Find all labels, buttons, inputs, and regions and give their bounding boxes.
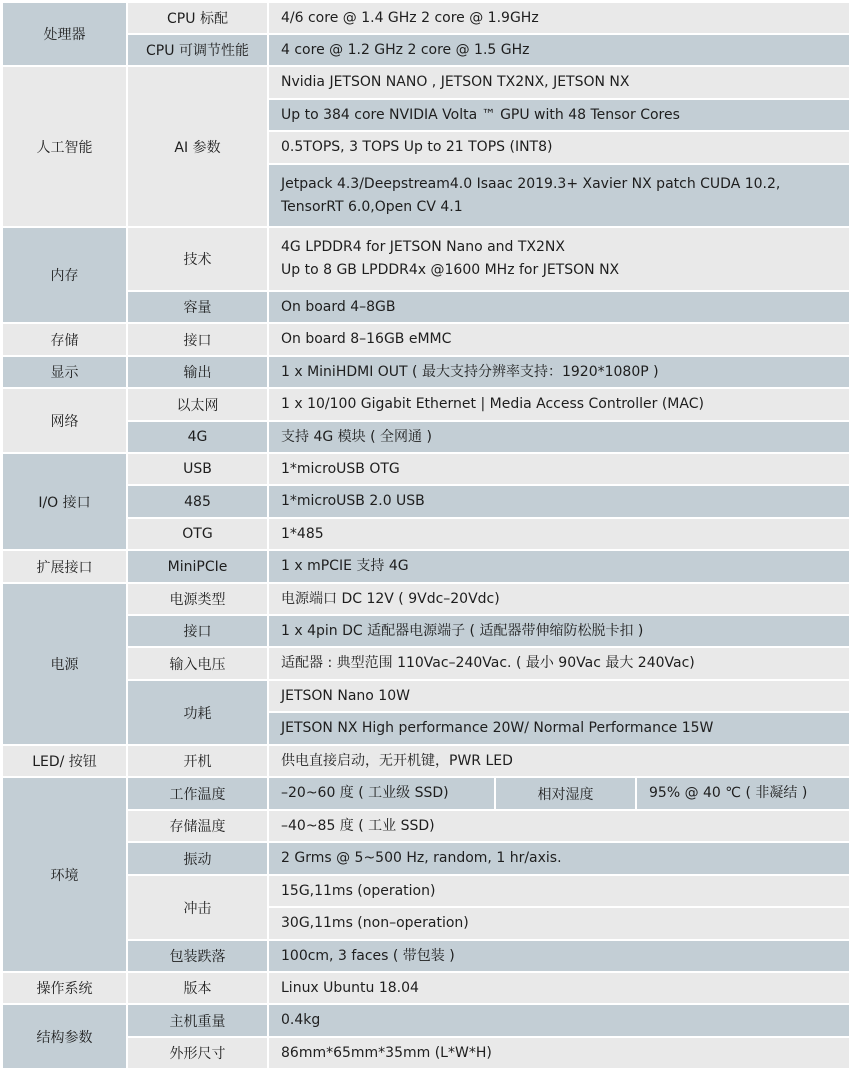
category-display: 显示 [2, 356, 127, 388]
value-line: Up to 8 GB LPDDR4x @1600 MHz for JETSON NX [281, 262, 620, 278]
row-label: 接口 [127, 615, 268, 647]
row-value: 供电直接启动，无开机键，PWR LED [268, 745, 850, 777]
row-label: 开机 [127, 745, 268, 777]
row-value: JETSON NX High performance 20W/ Normal Performance 15W [268, 712, 850, 745]
spec-table [1, 1, 850, 1070]
category-expansion: 扩展接口 [2, 550, 127, 583]
row-value: 1*microUSB 2.0 USB [268, 485, 850, 518]
row-label: OTG [127, 518, 268, 550]
row-label: 主机重量 [127, 1004, 268, 1037]
row-value: 4/6 core @ 1.4 GHz 2 core @ 1.9GHz [268, 2, 850, 34]
category-network: 网络 [2, 388, 127, 453]
row-value [268, 164, 850, 227]
value-line: Jetpack 4.3/Deepstream4.0 Isaac 2019.3+ Xavier NX patch CUDA 10.2, [281, 175, 781, 192]
row-value: 1 x MiniHDMI OUT ( 最大支持分辨率支持：1920*1080P ) [268, 356, 850, 388]
row-label: 功耗 [127, 680, 268, 745]
row-value: 1 x 4pin DC 适配器电源端子 ( 适配器带伸缩防松脱卡扣 ) [268, 615, 850, 647]
row-value: 1 x mPCIE 支持 4G [268, 550, 850, 583]
row-value: –40~85 度 ( 工业 SSD) [268, 810, 850, 842]
row-label: 存储温度 [127, 810, 268, 842]
row-label: 电源类型 [127, 583, 268, 615]
value-line: TensorRT 6.0,Open CV 4.1 [281, 198, 463, 215]
row-value: 0.4kg [268, 1004, 850, 1037]
row-label: 输入电压 [127, 647, 268, 680]
row-label: MiniPCIe [127, 550, 268, 583]
row-value: 1 x 10/100 Gigabit Ethernet | Media Access Controller (MAC) [268, 388, 850, 421]
category-os: 操作系统 [2, 972, 127, 1004]
category-memory: 内存 [2, 227, 127, 323]
row-label: 振动 [127, 842, 268, 875]
category-processor: 处理器 [2, 2, 127, 66]
row-label: 容量 [127, 291, 268, 323]
row-label: CPU 标配 [127, 2, 268, 34]
row-value: On board 4–8GB [268, 291, 850, 323]
row-value [268, 227, 850, 291]
row-label: 4G [127, 421, 268, 453]
row-label-humidity: 相对湿度 [495, 777, 636, 810]
row-value: Up to 384 core NVIDIA Volta ™ GPU with 48 Tensor Cores [268, 99, 850, 131]
row-label: 以太网 [127, 388, 268, 421]
row-label: 接口 [127, 323, 268, 356]
row-value: Nvidia JETSON NANO , JETSON TX2NX, JETSON NX [268, 66, 850, 99]
row-value: 86mm*65mm*35mm (L*W*H) [268, 1037, 850, 1069]
row-label: 包装跌落 [127, 940, 268, 972]
category-power: 电源 [2, 583, 127, 745]
row-label: 冲击 [127, 875, 268, 940]
row-value: 15G,11ms (operation) [268, 875, 850, 907]
row-label: 版本 [127, 972, 268, 1004]
category-environment: 环境 [2, 777, 127, 972]
row-label: 485 [127, 485, 268, 518]
row-value: On board 8–16GB eMMC [268, 323, 850, 356]
row-value: 0.5TOPS, 3 TOPS Up to 21 TOPS (INT8) [268, 131, 850, 164]
row-label: CPU 可调节性能 [127, 34, 268, 66]
category-ai: 人工智能 [2, 66, 127, 227]
row-label: 输出 [127, 356, 268, 388]
row-value-humidity: 95% @ 40 ℃ ( 非凝结 ) [636, 777, 850, 810]
row-value: 1*microUSB OTG [268, 453, 850, 485]
value-line: 4G LPDDR4 for JETSON Nano and TX2NX [281, 239, 565, 255]
row-value: Linux Ubuntu 18.04 [268, 972, 850, 1004]
row-value: 支持 4G 模块 ( 全网通 ) [268, 421, 850, 453]
row-label: 外形尺寸 [127, 1037, 268, 1069]
row-label: 技术 [127, 227, 268, 291]
row-value: 1*485 [268, 518, 850, 550]
row-value: –20~60 度 ( 工业级 SSD) [268, 777, 495, 810]
row-value: 2 Grms @ 5~500 Hz, random, 1 hr/axis. [268, 842, 850, 875]
row-value: JETSON Nano 10W [268, 680, 850, 712]
row-value: 电源端口 DC 12V ( 9Vdc–20Vdc) [268, 583, 850, 615]
row-value: 4 core @ 1.2 GHz 2 core @ 1.5 GHz [268, 34, 850, 66]
category-structure: 结构参数 [2, 1004, 127, 1069]
category-storage: 存储 [2, 323, 127, 356]
row-label: 工作温度 [127, 777, 268, 810]
row-value: 100cm, 3 faces ( 带包装 ) [268, 940, 850, 972]
category-led-button: LED/ 按钮 [2, 745, 127, 777]
row-value: 30G,11ms (non–operation) [268, 907, 850, 940]
row-value: 适配器 : 典型范围 110Vac–240Vac. ( 最小 90Vac 最大 240Vac) [268, 647, 850, 680]
category-io: I/O 接口 [2, 453, 127, 550]
row-label: AI 参数 [127, 66, 268, 227]
row-label: USB [127, 453, 268, 485]
